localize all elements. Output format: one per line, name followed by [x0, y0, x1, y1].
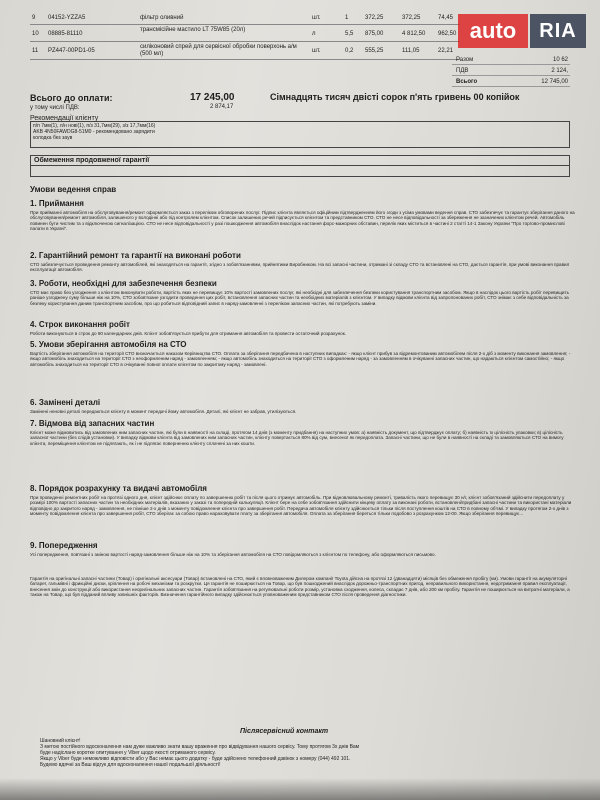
- vat-label: у тому числі ПДВ:: [30, 105, 80, 111]
- vat-value: 2 874,17: [210, 104, 234, 110]
- row-unit: шт.: [312, 48, 321, 54]
- row-sum: 372,25: [402, 15, 421, 21]
- row-sum: 4 812,50: [402, 31, 426, 37]
- section-warnings: [30, 541, 580, 557]
- total-in-words: Сімнадцять тисяч двісті сорок п'ять гривень 00 копійок: [270, 92, 520, 102]
- invoice-row: [30, 43, 460, 60]
- section-acceptance: [30, 199, 580, 232]
- row-price: 555,25: [365, 48, 384, 54]
- row-price: 875,00: [365, 31, 384, 37]
- row-qty: 1: [345, 15, 349, 21]
- section-text: Вартість зберігання автомобіля на території СТО визначається наказом Керівництва СТО. Оплата за зберігання передбачена в наступних випадках: - якщо клієнт прибув за відремонтованим автомобілем після 2-х діб з моменту виконання замовлення; - якщо автомобіль знаходиться на території СТО з неоформленим наряд - замовленням; - якщо автомобіль знаходиться на території СТО з оформленим наряд - за замовленням в очікуванні запасних частин, що надаються клієнтом самостійно; - якщо автомобіль знаходиться на території СТО в очікуванні повної оплати клієнтом по закритому наряд - замовлені.: [30, 351, 571, 367]
- post-service-text: [40, 738, 560, 768]
- watermark-ria: RIA: [530, 14, 586, 48]
- section-title: 4. Строк виконання робіт: [30, 320, 130, 329]
- row-code: PZ447-00PD1-05: [48, 48, 95, 54]
- row-no: 9: [32, 15, 36, 21]
- summary-row: [452, 77, 570, 87]
- row-unit: л: [312, 31, 316, 37]
- post-service-line: З метою постійного вдосконалення нам дуже важливо знати вашу враження про відвідування нашого сервісу. Тому протягом 3х днів Вам: [40, 744, 360, 750]
- total-label: Всього до оплати:: [30, 93, 113, 103]
- summary-value: 12 745,00: [541, 79, 568, 85]
- total-value: 17 245,00: [190, 92, 235, 103]
- row-code: 04152-YZZA5: [48, 15, 86, 21]
- section-text: Усі попередження, пов'язані з зміною вартості наряд-замовлення більше ніж на 10% та зберігання автомобіля на СТО повідомляються з клієнтом по телефону, або оформляються письмово.: [30, 552, 436, 557]
- row-no: 11: [32, 48, 39, 54]
- row-name: фільтр оливний: [140, 15, 184, 21]
- post-service-title: Післясервісний контакт: [240, 728, 329, 735]
- post-service-line: Шановний клієнт!: [40, 738, 81, 744]
- section-text: Замінені неновні деталі передаються клієнту в момент передачі йому автомобіля. Деталі, які клієнт не забрав, утилізуються.: [30, 409, 297, 414]
- conditions-title: Умови ведення справ: [30, 185, 117, 194]
- recommendation-line: колодка без заув: [33, 135, 73, 141]
- post-service-line: буде надіслано коротке опитування у Viber щодо якості отриманого сервісу.: [40, 750, 216, 756]
- summary-label: Разом: [456, 57, 474, 63]
- section-title: 3. Роботи, необхідні для забезпечення безпеки: [30, 279, 217, 288]
- section-replaced-parts: [30, 398, 580, 414]
- section-text: Роботи виконуються в строк до 90 календарних днів. Клієнт зобов'язується прибути для отримання автомобіля та провести остаточний розрахунок.: [30, 331, 347, 336]
- summary-row: [452, 55, 570, 65]
- row-unit: шт.: [312, 15, 321, 21]
- section-work-term: [30, 320, 580, 336]
- section-text: При проведенні ремонтних робіт на протязі одного дня, клієнт здійснює оплату по завершенню робіт та після цього отримує автомобіль. При відновлювальному ремонті, тривалість якого перевищує 30 н/г, клієнт зобов'язаний здійснити передоплату у розмірі 100% вартості запасних частин та необхідних матеріалів, вказаних у заказі та попередній калькуляції. Клієнт бере на себе зобов'язання здійснити кінцеву оплату за виконані роботи, встановлені/придбані запасні частини та використані матеріали відповідно до закритого наряд - замовлення, не пізніше 2-х днів з моменту повідомлення клієнта про завершення робіт. Передача автомобіля клієнту здійснюється тільки після поступлення коштів на СТО в повному об'ємі. У випадку протягом 2-х днів з моменту повідомлення клієнта про завершення робіт, СТО зберігає за собою право нараховувати плату за зберігання автомобіля. Оплата за зберігання береться тільки подобово з розрахунком 12-00. Якщо зберігання перевищує...: [30, 495, 572, 517]
- row-qty: 0,2: [345, 48, 354, 54]
- row-no: 10: [32, 31, 39, 37]
- limitation-title: Обмеження продовженої гарантії: [34, 157, 150, 164]
- watermark-auto: auto: [458, 14, 528, 48]
- autoria-watermark: [458, 10, 590, 55]
- row-total: 22,21: [438, 48, 454, 54]
- post-service-line: Якщо у Viber буде неможливо відповісти або у Вас немає цього додатку - буде здійснено телефонний дзвінок з номеру (044) 492 101.: [40, 756, 351, 762]
- section-title: 8. Порядок розрахунку та видачі автомобіля: [30, 484, 207, 493]
- row-price: 372,25: [365, 15, 384, 21]
- invoice-row: [30, 26, 460, 42]
- row-total: 74,45: [438, 15, 454, 21]
- section-safety-works: [30, 279, 580, 306]
- section-parts-refusal: [30, 419, 580, 446]
- summary-value: 10 62: [552, 57, 568, 63]
- section-warranty-repair: [30, 251, 580, 273]
- row-qty: 5,5: [345, 31, 354, 37]
- post-service-line: Будемо вдячні за Ваш відгук для вдосконалення нашої подальшої діяльності!: [40, 762, 221, 768]
- section-title: 1. Приймання: [30, 199, 84, 208]
- recommendations-label: Рекомендації клієнту: [30, 115, 99, 122]
- recommendation-line: п/п 7мм(1), л/н нові(1), п/з 31,7мм(29), з/з 17,7мм(16): [33, 123, 156, 129]
- row-sum: 111,05: [402, 48, 420, 54]
- row-name: силіконовий спрей для сервісної обробки поверхонь а/м (500 мл): [140, 44, 297, 57]
- recommendations-box: [30, 121, 570, 148]
- section-text: При прийманні автомобіля на обслуговування/ремонт оформляється заказ з переліком обговорених послуг. Підпис клієнта являється офіційним підтвердженням його згоди з усіма умовами ведення справ. СТО забезпечує та гарантує зберігання даного на обслуговування/ремонт автомобіля, залишеного у володінні або під контролем клієнтом. Список залишених речей підписується клієнтом та представником СТО. СТО не несе відповідальності за збереження не зазначених клієнтом речей. Автомобіль повинен бути чистим та з відключеною сигналізацією. СТО не несе відповідальності у разі пошкодження автомобіля внаслідок настання форс-мажорних обставин, перелік яких міститься в частині 2 статті 14-1 Закону України "Про торгово-промислові палати в Україні".: [30, 210, 575, 232]
- summary-label: Всього: [456, 79, 478, 85]
- invoice-row: [30, 12, 460, 25]
- photo-shadow: [0, 778, 600, 800]
- row-total: 962,50: [438, 31, 457, 37]
- section-storage: [30, 340, 580, 367]
- row-name: трансмісійне мастило LT 75W85 (20л): [140, 27, 246, 33]
- section-title: 5. Умови зберігання автомобіля на СТО: [30, 340, 187, 349]
- section-text: СТО забезпечується проведення ремонту автомобілей, які знаходяться на гарантії, згідно з зобов'язаннями, прийнятими Виробником. На всі запасні частини, отримані зі складу СТО та встановлені на СТО, дається гарантія, при умові виконання правил експлуатації автомобіля.: [30, 262, 570, 273]
- section-title: 9. Попередження: [30, 541, 98, 550]
- limitation-divider: [31, 165, 569, 166]
- summary-label: ПДВ: [456, 68, 469, 74]
- section-title: 6. Замінені деталі: [30, 398, 101, 407]
- row-code: 08885-81110: [48, 31, 83, 37]
- warranty-paragraph: Гарантія на оригінальні запасні частини (Товар) і оригінальні аксесуари (Товар) встановлені на СТО, який є вповноваженим Дилером компанії Toyota дійсна на протязі 12 (дванадцяти) місяців без обмеження пробігу (км). Умови гарантії на акумуляторні батареї, гальмівні і фрикційні диски, кріплення на робочі механізми та розкрутки. Ця гарантія не поширюється на Товар, що був пошкоджений внаслідок дорожньо-транспортних пригод, неправильного використання, недотримання правил експлуатації, внесення змін до конструкції або використання неоригінальних запасних частин. Гарантія зобов'язання на регулювальні роботи розмір, установка сходження, колеса, складає 7 днів, або 200 км пробігу. Гарантія не поширюється на витратні матеріали, а також на Товар, що був підданий впливу зовнішніх факторів. Визначення гарантійного випадку здійснюється уповноваженим представником СТО після проведення діагностики.: [30, 576, 570, 598]
- summary-value: 2 124,: [551, 68, 568, 74]
- section-payment: [30, 484, 580, 517]
- section-text: СТО має право без узгодження з клієнтом виконувати роботи, вартість яких не перевищує 10% вартості замовлених послуг, які необхідні для забезпечення безпеки користування транспортним засобом. Якщо в наслідок цього вартість робіт перевищить раніше узгоджену суму більше ніж на 10%, СТО зобов'язане узгодити проведення цих робіт, встановлення запасних частин та необхідних матеріалів з клієнтом. У випадку відмови клієнта від запропонованих робіт, СТО знімає з себе відповідальність за безпеку користування даним транспортним засобом, про що робиться відповідний запис в наряд-замовленні з переліком запасних частин, які потребують заміни.: [30, 290, 569, 306]
- summary-row: [452, 66, 570, 76]
- section-title: 7. Відмова від запасних частин: [30, 419, 155, 428]
- section-title: 2. Гарантійний ремонт та гарантії на виконані роботи: [30, 251, 241, 260]
- recommendation-line: AKB 4N50FAWDG8-51M0 - рекомендовано зарядити: [33, 129, 155, 135]
- section-text: Клієнт може відмовитись від замовлених ним запасних частин, які були в наявності на складі, протягом 14 днів (з моменту придбання) на наступних умов: а) наявність документ, що підтверджує оплату; б) наявність їх цілісність упаковки; в) цілісність запасної частини (без слідів установки). У випадку відмови клієнта від замовлених ним запасних частин, клієнту повертається 80% від сум, внесеної як передоплата. Запасні частини, що не були в наявності на складі та замовляються СТО на вимогу клієнта, переміщення клієнтом не підлягають, як і не підлягає поверненню клієнту сплачені за них кошти.: [30, 430, 564, 446]
- warranty-limitation-box: [30, 155, 570, 177]
